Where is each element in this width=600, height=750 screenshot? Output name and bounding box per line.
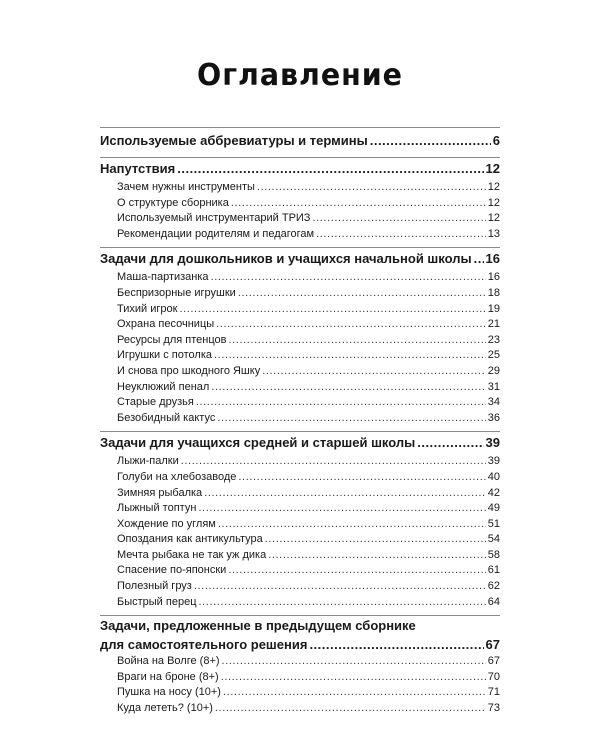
dot-leader [312, 211, 485, 227]
toc-item[interactable] [100, 579, 500, 595]
toc-page-number: 39 [487, 455, 500, 468]
dot-leader [221, 670, 486, 686]
toc-page-number: 6 [492, 133, 500, 148]
toc-page-number: 29 [487, 364, 500, 377]
dot-leader [223, 685, 486, 701]
dot-leader [215, 701, 486, 717]
dot-leader [231, 196, 486, 212]
toc-page-number: 49 [487, 502, 500, 515]
toc-page-number: 34 [487, 396, 500, 409]
toc-section [100, 248, 500, 431]
toc-item-title: Маша-партизанка [117, 271, 209, 284]
toc-item-title: Безобидный кактус [117, 411, 216, 424]
dot-leader [214, 348, 486, 364]
toc-item-title: Ресурсы для птенцов [117, 333, 227, 346]
toc-item[interactable] [100, 532, 500, 548]
toc-item-title: Неуклюжий пенал [117, 380, 210, 393]
toc-item-title: Лыжи-палки [117, 455, 179, 468]
toc-item[interactable] [100, 411, 500, 427]
dot-leader [216, 317, 486, 333]
toc-item[interactable] [100, 395, 500, 411]
toc-section-heading[interactable] [100, 158, 500, 180]
toc-item[interactable] [100, 333, 500, 349]
toc-page-number: 13 [487, 227, 500, 240]
dot-leader [194, 579, 486, 595]
toc-section-heading[interactable] [100, 130, 500, 152]
toc-page-number: 16 [485, 251, 500, 267]
toc-item[interactable] [100, 486, 500, 502]
dot-leader [181, 454, 486, 470]
toc-item[interactable] [100, 454, 500, 470]
toc-page-number: 67 [487, 655, 500, 668]
toc-section [100, 616, 500, 721]
dot-leader [257, 180, 486, 196]
toc-item[interactable] [100, 654, 500, 670]
toc-page-number: 16 [487, 271, 500, 284]
toc-section-title: Используемые аббревиатуры и термины [100, 133, 368, 148]
toc-page-number: 42 [487, 486, 500, 499]
toc-page-number: 18 [487, 286, 500, 299]
toc-item-title: Опоздания как антикультура [117, 533, 263, 546]
toc-item[interactable] [100, 302, 500, 318]
toc-page-number: 70 [487, 670, 500, 683]
toc-item-title: Пушка на носу (10+) [117, 686, 221, 699]
toc-section-heading[interactable] [100, 432, 500, 454]
toc-item-title: Игрушки с потолка [117, 349, 213, 362]
toc-item[interactable] [100, 595, 500, 611]
toc-page-number: 64 [487, 595, 500, 608]
toc-page-number: 19 [487, 302, 500, 315]
toc-item[interactable] [100, 348, 500, 364]
toc-section-title: для самостоятельного решения [100, 637, 308, 653]
toc-page-number: 54 [487, 533, 500, 546]
dot-leader [370, 130, 491, 152]
toc-item[interactable] [100, 180, 500, 196]
toc-item-title: Полезный груз [117, 580, 192, 593]
toc-item[interactable] [100, 196, 500, 212]
toc-page-number: 71 [487, 686, 500, 699]
toc-item[interactable] [100, 317, 500, 333]
toc-page-number: 31 [487, 380, 500, 393]
toc-page-number: 21 [487, 318, 500, 331]
toc-item-title: Старые друзья [117, 396, 194, 409]
toc-item[interactable] [100, 227, 500, 243]
dot-leader [198, 501, 485, 517]
toc-item[interactable] [100, 563, 500, 579]
toc-page-number: 12 [487, 212, 500, 225]
toc-section-title: Напутствия [100, 161, 176, 176]
toc-item[interactable] [100, 470, 500, 486]
toc-page-number: 12 [485, 161, 500, 176]
toc-item-title: Используемый инструментарий ТРИЗ [117, 212, 311, 225]
toc-item[interactable] [100, 211, 500, 227]
dot-leader [238, 470, 485, 486]
toc-item-title: Зачем нужны инструменты [117, 181, 255, 193]
toc-item-title: Спасение по-японски [117, 564, 227, 577]
toc-item[interactable] [100, 501, 500, 517]
toc-page-number: 36 [487, 411, 500, 424]
toc-item-title: Война на Волге (8+) [117, 655, 220, 668]
dot-leader [222, 654, 486, 670]
toc-section [100, 432, 500, 615]
dot-leader [179, 302, 485, 318]
toc-item-title: Враги на броне (8+) [117, 670, 219, 683]
toc-item[interactable] [100, 548, 500, 564]
toc-section-title: Задачи для учащихся средней и старшей школы [100, 435, 416, 451]
toc-page-number: 58 [487, 548, 500, 561]
toc-page-number: 67 [485, 637, 500, 653]
dot-leader [262, 364, 486, 380]
toc-section [100, 128, 500, 157]
toc-page-number: 12 [487, 196, 500, 209]
toc-item[interactable] [100, 380, 500, 396]
toc-page-number: 73 [487, 702, 500, 715]
toc-page-number: 61 [487, 564, 500, 577]
toc-item-title: О структуре сборника [117, 196, 229, 209]
dot-leader [268, 548, 486, 564]
toc-page-number: 40 [487, 470, 500, 483]
dot-leader [211, 270, 486, 286]
dot-leader [474, 248, 484, 270]
toc-item[interactable] [100, 670, 500, 686]
toc-section-heading[interactable] [100, 635, 500, 654]
toc-item-title: Куда лететь? (10+) [117, 702, 213, 715]
toc-page-number: 12 [487, 181, 500, 193]
toc-item[interactable] [100, 517, 500, 533]
toc-item[interactable] [100, 701, 500, 717]
dot-leader [228, 333, 485, 349]
toc-item[interactable] [100, 364, 500, 380]
table-of-contents [100, 127, 500, 722]
dot-leader [309, 635, 483, 654]
toc-item-title: Быстрый перец [117, 595, 197, 608]
dot-leader [417, 432, 483, 454]
toc-page-number: 62 [487, 580, 500, 593]
toc-item[interactable] [100, 270, 500, 286]
toc-section-title: Задачи для дошкольников и учащихся начальной школы [100, 251, 472, 267]
toc-item-title: Рекомендации родителям и педагогам [117, 227, 315, 240]
toc-item-title: Охрана песочницы [117, 318, 215, 331]
dot-leader [204, 486, 486, 502]
toc-section-heading[interactable] [100, 248, 500, 270]
dot-leader [196, 395, 486, 411]
dot-leader [177, 158, 483, 180]
dot-leader [228, 563, 485, 579]
dot-leader [265, 532, 486, 548]
toc-item-title: Беспризорные игрушки [117, 286, 236, 299]
toc-item-title: Голуби на хлебозаводе [117, 470, 237, 483]
page-title: Оглавление [197, 58, 403, 93]
toc-section-title-line1[interactable]: Задачи, предложенные в предыдущем сборнике [100, 618, 416, 634]
toc-item[interactable] [100, 286, 500, 302]
dot-leader [238, 286, 486, 302]
toc-item-title: Зимняя рыбалка [117, 486, 203, 499]
toc-item-title: И снова про шкодного Яшку [117, 364, 261, 377]
toc-page-number: 39 [485, 435, 500, 451]
toc-page-number: 23 [487, 333, 500, 346]
toc-item-title: Тихий игрок [117, 302, 178, 315]
toc-item-title: Мечта рыбака не так уж дика [117, 548, 267, 561]
dot-leader [217, 411, 485, 427]
toc-item-title: Лыжный топтун [117, 502, 197, 515]
dot-leader [199, 595, 486, 611]
dot-leader [211, 380, 485, 396]
toc-item-title: Хождение по углям [117, 517, 216, 530]
toc-section [100, 158, 500, 247]
dot-leader [218, 517, 486, 533]
toc-page-number: 25 [487, 349, 500, 362]
toc-page-number: 51 [487, 517, 500, 530]
toc-item[interactable] [100, 685, 500, 701]
dot-leader [316, 227, 486, 243]
